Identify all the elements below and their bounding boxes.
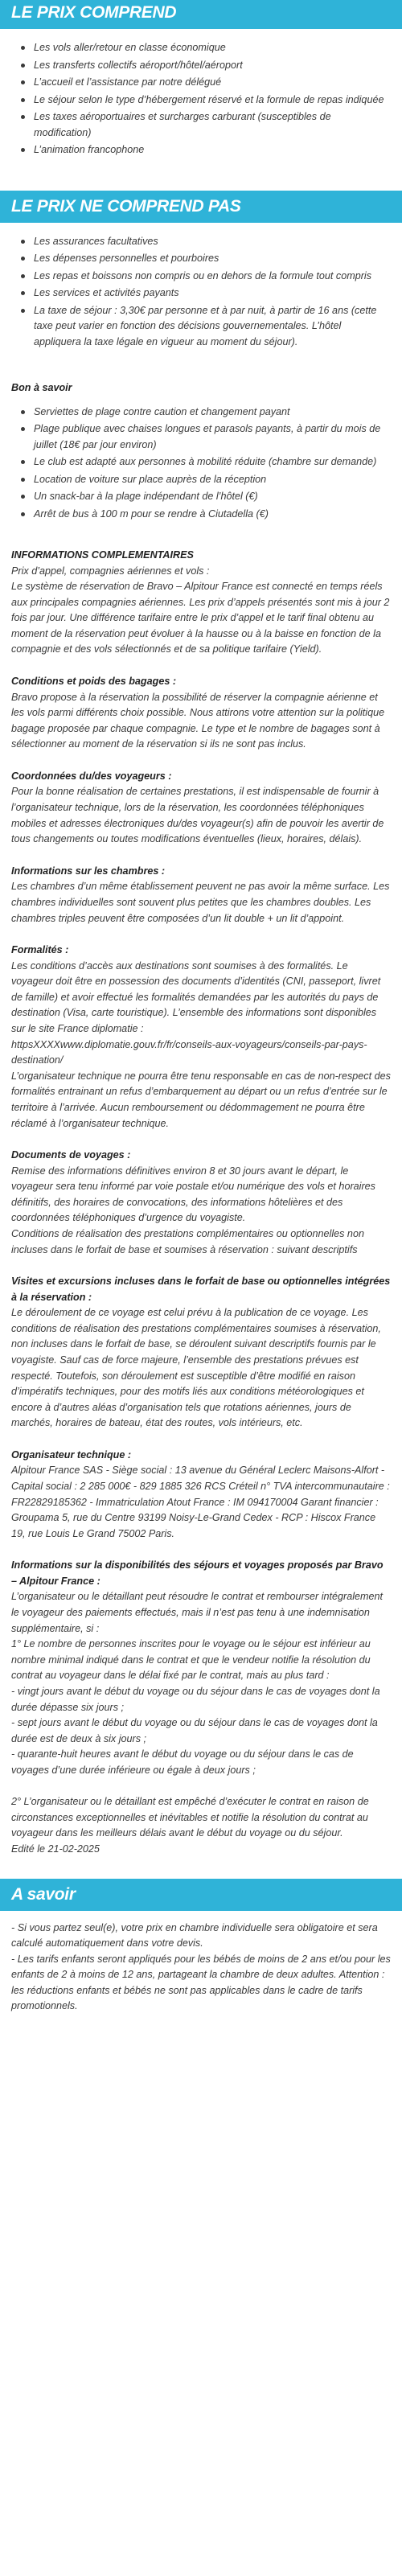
info-block-title: Organisateur technique : bbox=[11, 1448, 132, 1461]
info-block-text: L’organisateur ou le détaillant peut résoudre le contrat et rembourser intégralement le voyageur des paiements effectués, mais il n’est pas tenu à une indemnisation supplémentaire, si : 1° Le nombre de personnes inscrites pour le voyage ou le séjour est inférieur au nombre minimal indiqué dans le contrat et que le vendeur notifie la résolution du contrat au voyageur dans le délai fixé par le contrat, mais au plus tard : - vingt jours avant le début du voyage ou du séjour dans le cas de voyages dont la durée dépasse six jours ; - sept jours avant le début du voyage ou du séjour dans le cas de voyages dont la durée est de deux à six jours ; - quarante-huit heures avant le début du voyage ou du séjour dans le cas de voyages d’une durée inférieure ou égale à deux jours ; 2° L’organisateur ou le détaillant est empêché d’exécuter le contrat en raison de circonstances exceptionnelles et inévitables et notifie la résolution du contrat au voyageur dans les meilleurs délais avant le début du voyage ou du séjour. Edité le 21-02-2025 bbox=[11, 1591, 384, 1855]
list-item: Les dépenses personnelles et pourboires bbox=[21, 251, 388, 267]
list-item: Les services et activités payants bbox=[21, 286, 388, 302]
list-item: Location de voiture sur place auprès de la réception bbox=[21, 472, 388, 488]
list-item: Les assurances facultatives bbox=[21, 234, 388, 250]
list-item: Arrêt de bus à 100 m pour se rendre à Ciutadella (€) bbox=[21, 507, 388, 523]
info-block-title: Conditions et poids des bagages : bbox=[11, 676, 177, 688]
info-block-title: Formalités : bbox=[11, 944, 69, 956]
info-blocks bbox=[0, 548, 402, 1858]
list-item: Les repas et boissons non compris ou en dehors de la formule tout compris bbox=[21, 269, 388, 285]
list-item: Les taxes aéroportuaires et surcharges carburant (susceptibles de modification) bbox=[21, 109, 388, 141]
section-header-a-savoir: A savoir bbox=[0, 1879, 402, 1911]
list-item: Les transferts collectifs aéroport/hôtel/aéroport bbox=[21, 58, 388, 74]
list-item: Le séjour selon le type d’hébergement réservé et la formule de repas indiquée bbox=[21, 92, 388, 109]
included-list bbox=[0, 29, 402, 173]
info-block-text: Alpitour France SAS - Siège social : 13 avenue du Général Leclerc Maisons-Alfort - Capital social : 2 285 000€ - 829 1885 326 RCS Créteil n° TVA intercommunautaire : FR22829185362 - Immatriculation Atout France : IM 094170004 Garant financier : Groupama 5, rue du Centre 93199 Noisy-Le-Grand Cedex - RCP : Hiscox France 19, rue Louis Le Grand 75002 Paris. bbox=[11, 1465, 390, 1539]
info-block-text: Le déroulement de ce voyage est celui prévu à la publication de ce voyage. Les conditions de réalisation des prestations complémentaires soumises à réservation, non incluses dans le forfait de base, se déroulent suivant descriptifs fournis par le voyagiste. Sauf cas de force majeure, l’ensemble des prestations prévues est respecté. Toutefois, son déroulement est susceptible d’être modifié en raison d’impératifs techniques, pour des motifs liés aux conditions météorologiques et encore à d’autres aléas d’organisation tels que rotations aériennes, jours de marchés, horaires de bateau, état des routes, vols intérieurs, etc. bbox=[11, 1307, 381, 1429]
list-item: Les vols aller/retour en classe économique bbox=[21, 40, 388, 56]
info-block-text: Les chambres d’un même établissement peuvent ne pas avoir la même surface. Les chambres individuelles sont souvent plus petites que les chambres doubles. Les chambres triples peuvent être composées d’un lit double + un lit d’appoint. bbox=[11, 881, 390, 924]
info-block-title: Informations sur les chambres : bbox=[11, 865, 166, 877]
list-item: L’animation francophone bbox=[21, 142, 388, 158]
info-block-text: Bravo propose à la réservation la possibilité de réserver la compagnie aérienne et les vols parmi différents choix possible. Nous attirons votre attention sur la politique bagage proposée par chaque compagnie. Le type et le nombre de bagages sont à sélectionner au moment de la réservation si ils ne sont pas inclus. bbox=[11, 691, 385, 750]
info-block-text: Prix d’appel, compagnies aériennes et vols : Le système de réservation de Bravo – Alpitour France est connecté en temps réels aux principales compagnies aériennes. Les prix d’appels présentés sont mis à jour 2 fois par jour. Une différence tarifaire entre le prix d’appel et le tarif final obtenu au moment de la réservation peut évoluer à la hausse ou à la baisse en fonction de la compagnie et des vols sélectionnés et de sa politique tarifaire (Yield). bbox=[11, 565, 390, 655]
info-block-title: INFORMATIONS COMPLEMENTAIRES bbox=[11, 549, 194, 561]
info-block-title: Visites et excursions incluses dans le forfait de base ou optionnelles intégrées à la réservation : bbox=[11, 1276, 391, 1303]
list-item: La taxe de séjour : 3,30€ par personne et à par nuit, à partir de 16 ans (cette taxe peut varier en fonction des décisions gouvernementales. L’hôtel appliquera la taxe légale en vigueur au moment du séjour). bbox=[21, 303, 388, 351]
list-item: Serviettes de plage contre caution et changement payant bbox=[21, 405, 388, 421]
bon-a-savoir-block bbox=[0, 380, 402, 396]
section-header-prix-ne-comprend-pas: LE PRIX NE COMPREND PAS bbox=[0, 191, 402, 223]
section-header-prix-comprend: LE PRIX COMPREND bbox=[0, 0, 402, 29]
bon-a-savoir-list bbox=[0, 396, 402, 532]
info-block-text: Pour la bonne réalisation de certaines prestations, il est indispensable de fournir à l’organisateur technique, lors de la réservation, les coordonnées téléphoniques mobiles et adresses électroniques du/des voyageur(s) afin de pouvoir les avertir de tous changements ou toutes modifications éventuelles (lieux, horaires, délais). bbox=[11, 786, 384, 845]
a-savoir-block bbox=[0, 1911, 402, 2015]
info-block-title: Coordonnées du/des voyageurs : bbox=[11, 770, 172, 782]
info-block-title: Informations sur la disponibilités des séjours et voyages proposés par Bravo – Alpitour France : bbox=[11, 1559, 384, 1587]
list-item: Le club est adapté aux personnes à mobilité réduite (chambre sur demande) bbox=[21, 454, 388, 470]
list-item: L’accueil et l’assistance par notre délégué bbox=[21, 75, 388, 91]
section-spacer bbox=[0, 173, 402, 191]
info-block-title: Documents de voyages : bbox=[11, 1149, 131, 1161]
bon-a-savoir-title: Bon à savoir bbox=[11, 382, 72, 393]
list-item: Un snack-bar à la plage indépendant de l’hôtel (€) bbox=[21, 489, 388, 505]
a-savoir-text: - Si vous partez seul(e), votre prix en chambre individuelle sera obligatoire et sera calculé automatiquement dans votre devis. - Les tarifs enfants seront appliqués pour les bébés de moins de 2 ans et/ou pour les enfants de 2 à moins de 12 ans, partageant la chambre de deux adultes. Attention : les réductions enfants et bébés ne sont pas applicables dans le cadre de tarifs promotionnels. bbox=[11, 1921, 391, 2012]
list-item: Plage publique avec chaises longues et parasols payants, à partir du mois de juillet (18€ par jour environ) bbox=[21, 421, 388, 453]
info-block-text: Les conditions d’accès aux destinations sont soumises à des formalités. Le voyageur doit être en possession des documents d’identités (CNI, passeport, livret de famille) et avoir effectué les formalités demandées par les autorités du pays de destination (Visa, carte touristique). L’ensemble des informations sont disponibles sur le site France diplomatie : httpsXXXXwww.diplomatie.gouv.fr/fr/conseils-aux-voyageurs/conseils-par-pays-destination/ L’organisateur technique ne pourra être tenu responsable en cas de non-respect des formalités entrainant un refus d’embarquement au départ ou un refus d’entrée sur le territoire à l’arrivée. Aucun remboursement ou dédommagement ne pourra être réclamé à l’organisateur technique. bbox=[11, 959, 391, 1129]
excluded-list bbox=[0, 223, 402, 365]
info-block-text: Remise des informations définitives environ 8 et 30 jours avant le départ, le voyageur sera tenu informé par voie postale et/ou numérique des vols et horaires définitifs, des horaires de convocations, des informations hôtelières et des coordonnées téléphoniques d’urgence du voyagiste. Conditions de réalisation des prestations complémentaires ou optionnelles non incluses dans le forfait de base et soumises à réservation : suivant descriptifs bbox=[11, 1165, 375, 1255]
